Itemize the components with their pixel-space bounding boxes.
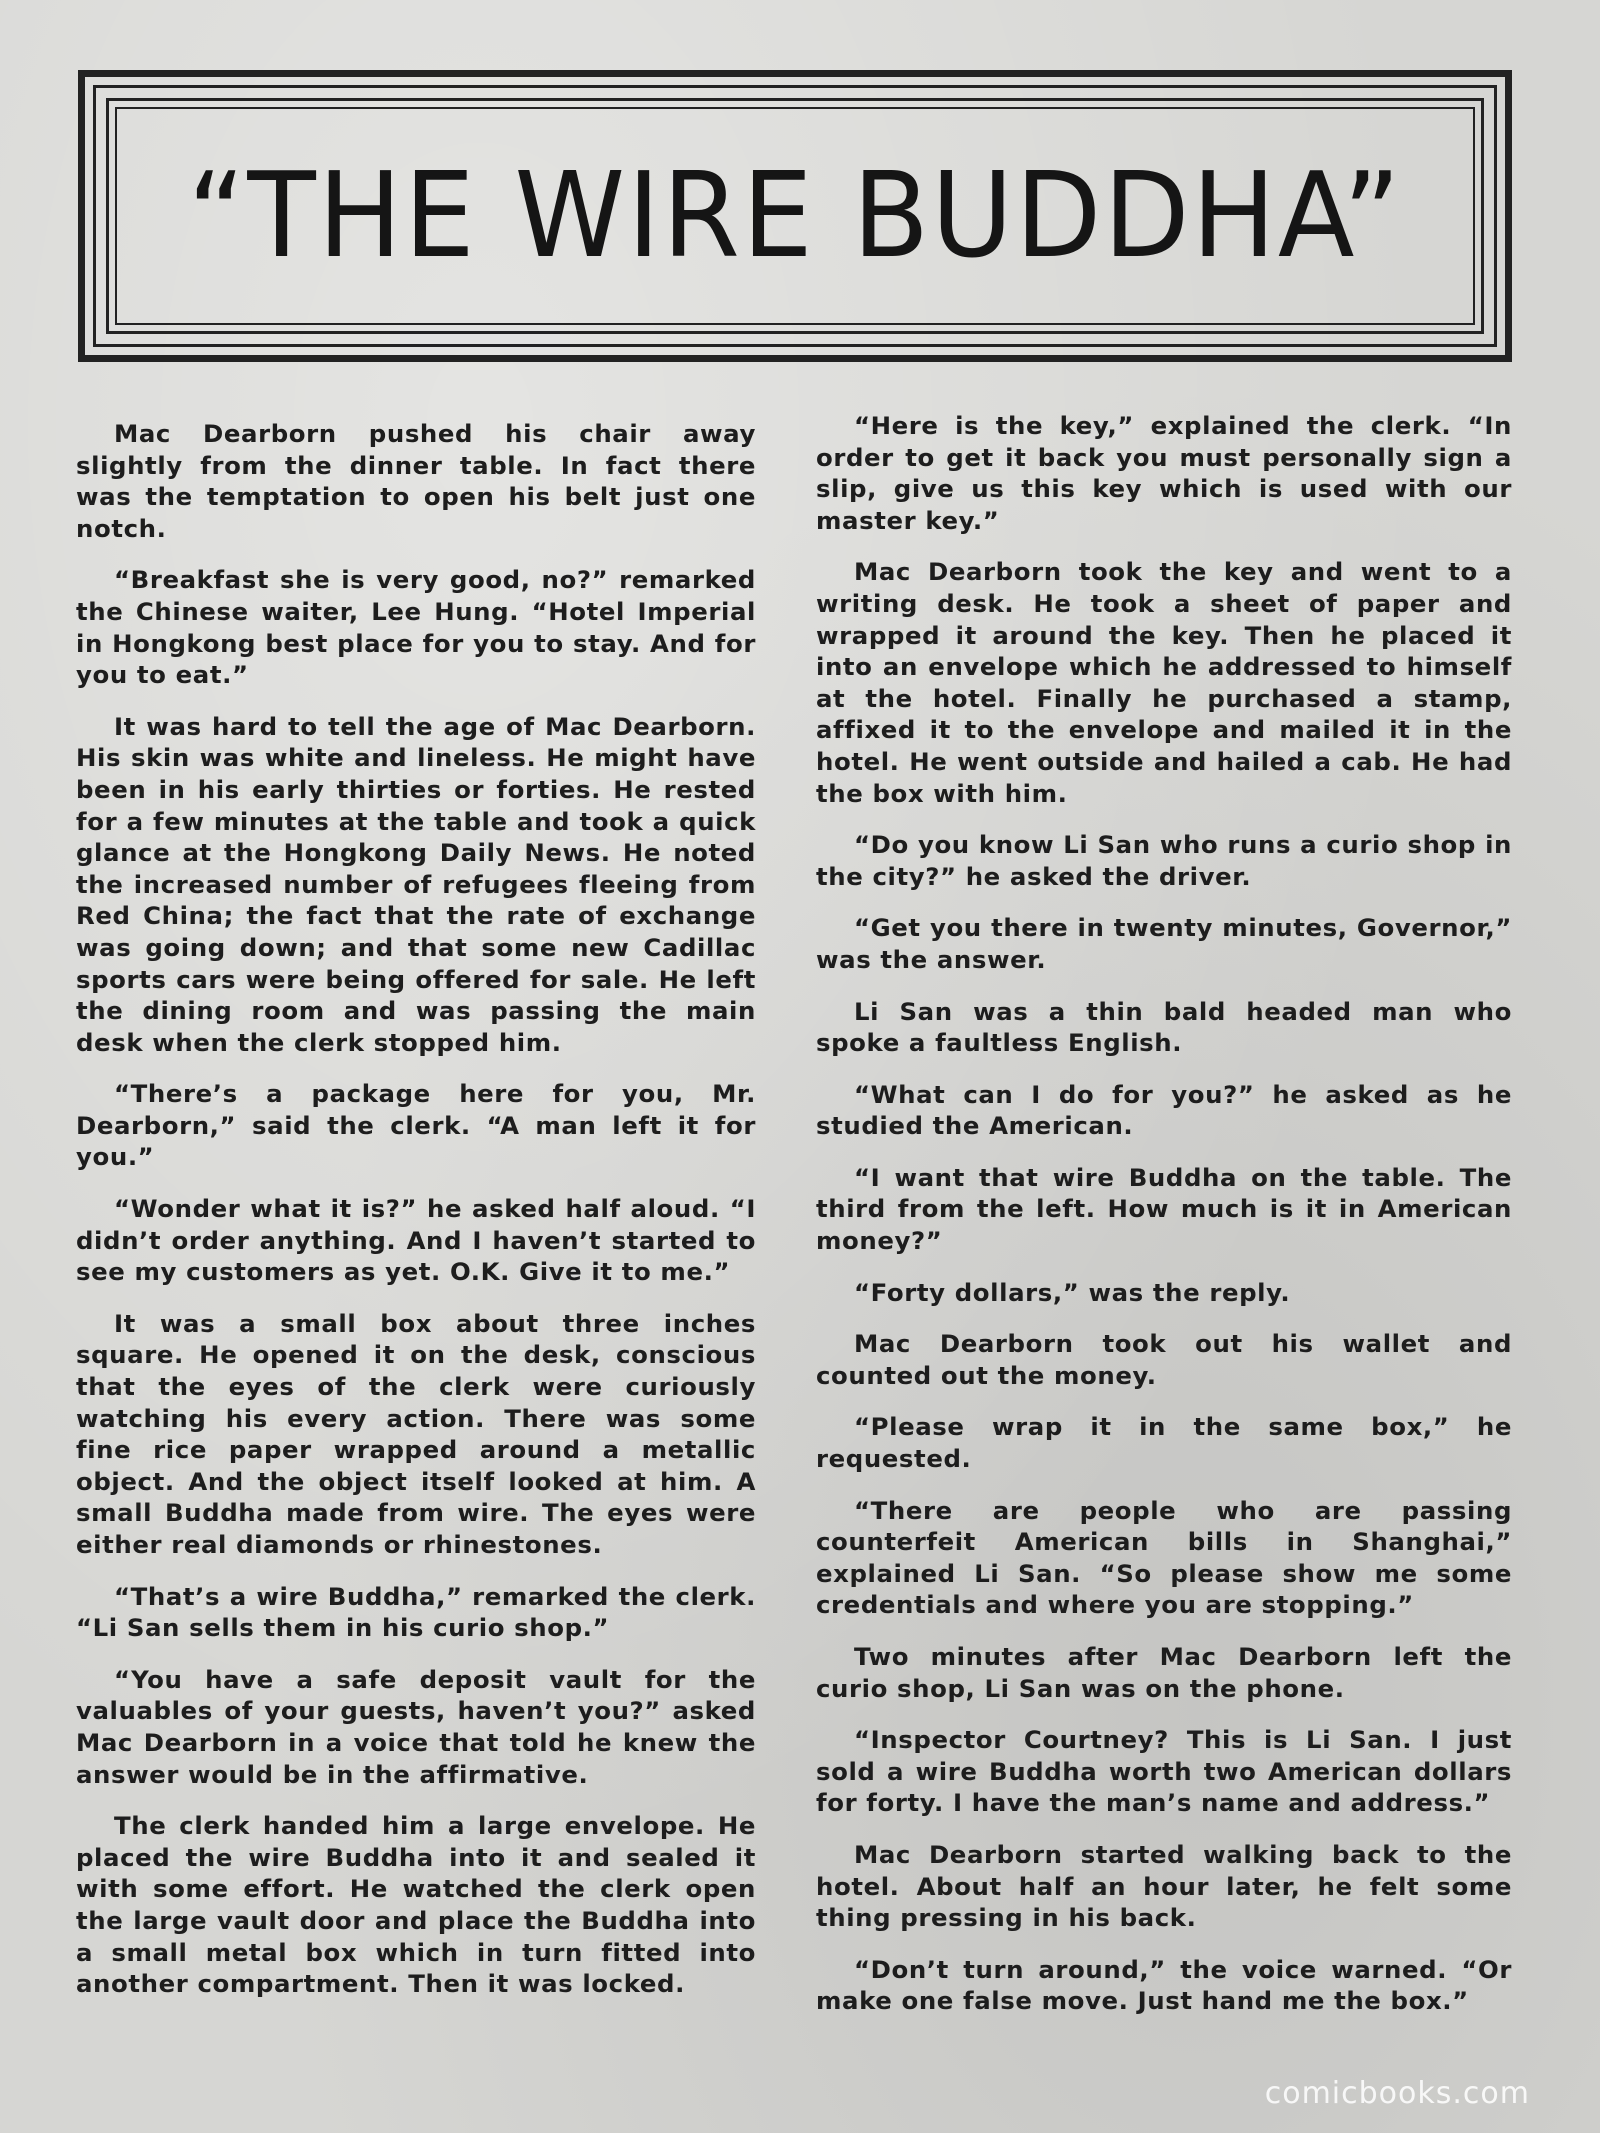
- paragraph: “Inspector Courtney? This is Li San. I just sold a wire Buddha worth two American dollars for forty. I have the man’s name and address.”: [816, 1725, 1512, 1818]
- paragraph: “You have a safe deposit vault for the valuables of your guests, haven’t you?” asked Mac Dearborn in a voice that told he knew the answer would be in the affirmative.: [76, 1664, 756, 1789]
- paragraph: The clerk handed him a large envelope. He placed the wire Buddha into it and sealed it with some effort. He watched the clerk open the large vault door and place the Buddha into a small metal box which in turn fitted into another compartment. Then it was locked.: [76, 1811, 756, 1999]
- paragraph: “Please wrap it in the same box,” he requested.: [816, 1412, 1512, 1474]
- story-title: “THE WIRE BUDDHA”: [187, 147, 1403, 285]
- paragraph: Mac Dearborn took the key and went to a writing desk. He took a sheet of paper and wrapped it around the key. Then he placed it into an envelope which he addressed to himself at the hotel. Finally he purchased a stamp, affixed it to the envelope and mailed it in the hotel. He went outside and hailed a cab. He had the box with him.: [816, 557, 1512, 808]
- paragraph: “Do you know Li San who runs a curio shop in the city?” he asked the driver.: [816, 830, 1512, 891]
- title-box: [115, 107, 1475, 325]
- title-frame-border-inner: [106, 98, 1484, 334]
- title-frame: [78, 70, 1512, 362]
- paragraph: “Breakfast she is very good, no?” remarked the Chinese waiter, Lee Hung. “Hotel Imperial in Hongkong best place for you to stay. And for you to eat.”: [76, 565, 756, 690]
- paragraph: “Wonder what it is?” he asked half aloud. “I didn’t order anything. And I haven’t started to see my customers as yet. O.K. Give it to me.”: [76, 1194, 756, 1287]
- paragraph: “There are people who are passing counterfeit American bills in Shanghai,” explained Li San. “So please show me some credentials and where you are stopping.”: [816, 1495, 1512, 1620]
- paragraph: “There’s a package here for you, Mr. Dearborn,” said the clerk. “A man left it for you.”: [76, 1079, 756, 1172]
- paragraph: “Get you there in twenty minutes, Governor,” was the answer.: [816, 913, 1512, 974]
- paragraph: Two minutes after Mac Dearborn left the curio shop, Li San was on the phone.: [816, 1642, 1512, 1703]
- right-text-column: [816, 410, 1512, 2037]
- paragraph: It was hard to tell the age of Mac Dearborn. His skin was white and lineless. He might have been in his early thirties or forties. He rested for a few minutes at the table and took a quick glance at the Hongkong Daily News. He noted the increased number of refugees fleeing from Red China; the fact that the rate of exchange was going down; and that some new Cadillac sports cars were being offered for sale. He left the dining room and was passing the main desk when the clerk stopped him.: [76, 711, 756, 1057]
- paragraph: “I want that wire Buddha on the table. The third from the left. How much is it in American money?”: [816, 1162, 1512, 1256]
- paragraph: Mac Dearborn started walking back to the hotel. About half an hour later, he felt some thing pressing in his back.: [816, 1839, 1512, 1933]
- paragraph: Li San was a thin bald headed man who spoke a faultless English.: [816, 996, 1512, 1058]
- paragraph: Mac Dearborn took out his wallet and counted out the money.: [816, 1329, 1512, 1390]
- paragraph: Mac Dearborn pushed his chair away slightly from the dinner table. In fact there was the temptation to open his belt just one notch.: [76, 419, 756, 543]
- paragraph: “That’s a wire Buddha,” remarked the clerk. “Li San sells them in his curio shop.”: [76, 1581, 756, 1643]
- paragraph: It was a small box about three inches square. He opened it on the desk, conscious that the eyes of the clerk were curiously watching his every action. There was some fine rice paper wrapped around a metallic object. And the object itself looked at him. A small Buddha made from wire. The eyes were either real diamonds or rhinestones.: [76, 1308, 756, 1559]
- paragraph: “Here is the key,” explained the clerk. “In order to get it back you must personally sign a slip, give us this key which is used with our master key.”: [816, 411, 1512, 535]
- source-watermark: comicbooks.com: [1264, 2076, 1530, 2111]
- left-text-column: [76, 418, 756, 2020]
- paragraph: “Don’t turn around,” the voice warned. “Or make one false move. Just hand me the box.”: [816, 1954, 1512, 2016]
- title-frame-border: [93, 85, 1497, 347]
- paragraph: “What can I do for you?” he asked as he studied the American.: [816, 1079, 1512, 1141]
- paragraph: “Forty dollars,” was the reply.: [854, 1277, 1291, 1307]
